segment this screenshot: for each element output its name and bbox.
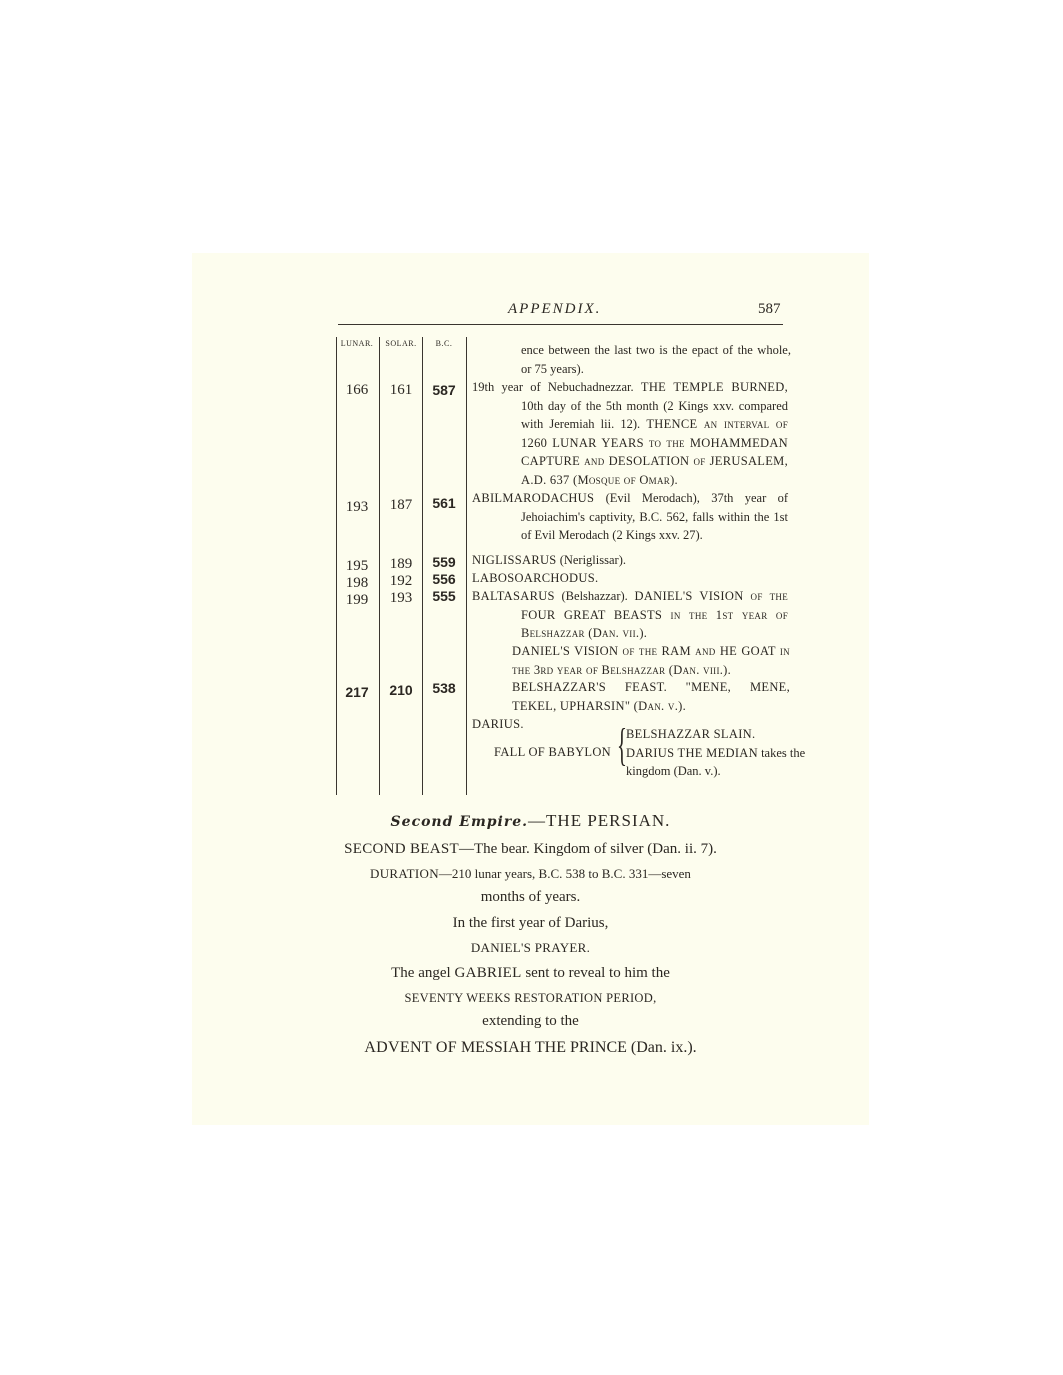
bc-year: 556 — [432, 571, 456, 587]
beast-text: —The bear. Kingdom of silver (Dan. ii. 7). — [459, 841, 717, 857]
entry-text: (Belshazzar). — [561, 589, 628, 603]
column-rule — [466, 337, 467, 795]
angel-name: GABRIEL — [454, 965, 522, 981]
entry-lead: DARIUS. — [472, 717, 524, 731]
extending-line: extending to the — [482, 1013, 579, 1029]
page-header — [192, 301, 869, 325]
column-rule — [379, 337, 380, 795]
fall-item-name: DARIUS THE MEDIAN — [626, 745, 758, 760]
advent-line — [192, 1039, 869, 1057]
table-row-text: ence between the last two is the epact of the whole, or 75 years). — [521, 343, 791, 376]
fall-of-babylon-items — [626, 725, 806, 781]
header-rule — [338, 324, 783, 325]
table-row-text — [472, 551, 788, 570]
entry-emphasis: "MENE, MENE, TEKEL, UPHARSIN" (Dan. v.). — [512, 680, 791, 713]
angel-text: sent to reveal to him the — [525, 965, 670, 981]
section-title-rest: —THE PERSIAN. — [528, 811, 671, 830]
prayer-line: DANIEL'S PRAYER. — [470, 940, 591, 955]
page-number: 587 — [758, 301, 781, 317]
fall-item-text: takes the kingdom (Dan. v.). — [626, 745, 806, 778]
lunar-year: 193 — [345, 499, 369, 515]
chronology-table — [336, 337, 806, 795]
bc-year: 538 — [432, 680, 456, 696]
table-row-text — [472, 489, 788, 545]
section-title-gothic: Second Empire. — [390, 814, 529, 830]
bc-year: 561 — [432, 495, 456, 511]
entry-text: 10th day of the 5th month (2 Kings xxv. compared with Jeremiah lii. 12). — [521, 398, 788, 431]
entry-emphasis: BELSHAZZAR'S FEAST. — [512, 680, 668, 694]
entry-emphasis: DANIEL'S VISION of the RAM and HE GOAT in the 3rd year of Belshazzar (Dan. viii.). — [512, 644, 790, 677]
solar-year: 187 — [389, 497, 413, 513]
column-rule — [422, 337, 423, 795]
entry-emphasis: THE TEMPLE BURNED, — [640, 380, 788, 394]
solar-year: 161 — [389, 382, 413, 398]
fall-item — [626, 744, 806, 781]
column-header-lunar: LUNAR. — [340, 339, 374, 348]
solar-year: 189 — [389, 556, 413, 572]
solar-year: 192 — [389, 573, 413, 589]
lunar-year: 198 — [345, 575, 369, 591]
advent-label: ADVENT OF — [364, 1039, 457, 1056]
entry-text: (Evil Merodach), 37th year of Jehoiachim's captivity, B.C. 562, falls within the 1st of Evil Merodach (2 Kings xxv. 27). — [521, 491, 788, 542]
angel-text: The angel — [391, 965, 451, 981]
period-line: SEVENTY WEEKS RESTORATION PERIOD, — [404, 991, 657, 1005]
duration-line-2: months of years. — [480, 889, 581, 905]
entry-emphasis: DANIEL'S VISION of the FOUR GREAT BEASTS in the 1st year of Belshazzar (Dan. vii.). — [521, 589, 789, 640]
duration-text: —210 lunar years, B.C. 538 to B.C. 331—seven — [438, 866, 691, 881]
fall-of-babylon-label: FALL OF BABYLON — [494, 745, 612, 759]
advent-name: MESSIAH THE PRINCE — [460, 1039, 627, 1056]
entry-lead: NIGLISSARUS — [472, 553, 557, 567]
duration-label: DURATION — [370, 866, 439, 881]
advent-ref: (Dan. ix.). — [630, 1039, 697, 1056]
bc-year: 587 — [432, 382, 456, 398]
running-title: APPENDIX. — [508, 301, 602, 317]
bc-year: 559 — [432, 554, 456, 570]
entry-lead: BALTASARUS — [472, 589, 555, 603]
entry-lead: 19th year of Nebuchadnezzar. — [472, 380, 634, 394]
section-title — [192, 811, 869, 831]
second-beast-line — [192, 841, 869, 858]
solar-year: 210 — [389, 682, 413, 698]
entry-lead: ABILMARODACHUS — [472, 491, 595, 505]
brace: { — [617, 719, 627, 770]
first-year-line: In the first year of Darius, — [452, 915, 609, 931]
duration-line — [192, 866, 869, 882]
entry-lead: LABOSOARCHODUS. — [472, 571, 599, 585]
angel-line — [192, 965, 869, 982]
bc-year: 555 — [432, 588, 456, 604]
entry-emphasis: THENCE an interval of 1260 LUNAR YEARS to the MOHAMMEDAN CAPTURE and DESOLATION of JERUSALEM, A.D. 637 (Mosque of Omar). — [521, 417, 789, 487]
table-row-text — [472, 587, 788, 643]
solar-year: 193 — [389, 590, 413, 606]
table-row-text — [512, 678, 790, 715]
lunar-year: 199 — [345, 592, 369, 608]
table-row-text — [512, 642, 790, 679]
book-page — [192, 253, 869, 1125]
beast-label: SECOND BEAST — [344, 841, 459, 857]
table-row-text — [472, 378, 788, 489]
fall-item: BELSHAZZAR SLAIN. — [626, 727, 756, 741]
entry-text: (Neriglissar). — [559, 553, 626, 567]
table-row-text — [472, 569, 788, 588]
lunar-year: 217 — [345, 684, 369, 700]
column-header-bc: B.C. — [435, 339, 453, 348]
lunar-year: 195 — [345, 558, 369, 574]
lunar-year: 166 — [345, 382, 369, 398]
column-header-solar: SOLAR. — [385, 339, 417, 348]
